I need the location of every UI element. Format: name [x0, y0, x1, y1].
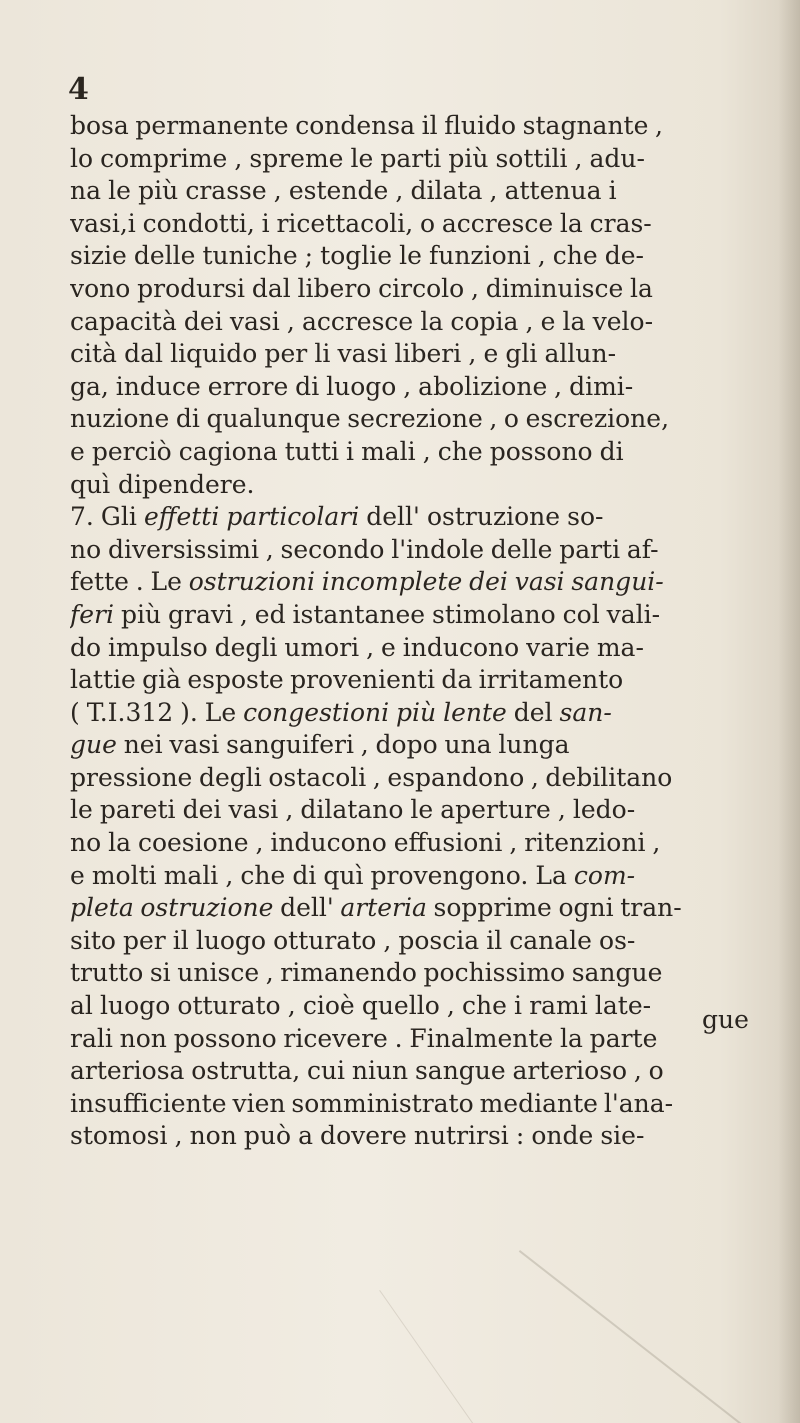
text-line	[70, 762, 790, 795]
text-line	[70, 892, 790, 925]
text-segment: del	[506, 697, 560, 727]
text-line	[70, 599, 790, 632]
text-line	[70, 371, 790, 404]
text-segment: trutto si unisce , rimanendo pochissimo sangue	[70, 958, 663, 988]
text-line	[70, 306, 790, 339]
text-line	[70, 1120, 790, 1153]
text-segment: ga, induce errore di luogo , abolizione , dimi-	[70, 371, 634, 401]
catchword: gue	[702, 1005, 749, 1034]
text-line	[70, 1088, 790, 1121]
text-line	[70, 1023, 790, 1056]
text-line	[70, 338, 790, 371]
text-line	[70, 827, 790, 860]
text-segment: dell' ostruzione so-	[359, 502, 604, 532]
text-line	[70, 110, 790, 143]
italic-text-segment: gue	[70, 730, 117, 760]
text-segment: vasi,i condotti, i ricettacoli, o accresce la cras-	[70, 208, 652, 238]
italic-text-segment: effetti particolari	[143, 502, 360, 532]
text-segment: arteriosa ostrutta, cui niun sangue arterioso , o	[70, 1056, 664, 1086]
italic-text-segment: san-	[559, 697, 612, 727]
text-segment: lo comprime , spreme le parti più sottili , adu-	[70, 143, 645, 173]
text-segment: 7. Gli	[70, 502, 144, 532]
text-segment: vono prodursi dal libero circolo , diminuisce la	[70, 273, 653, 303]
text-segment: capacità dei vasi , accresce la copia , e la velo-	[70, 306, 654, 336]
text-segment: sizie delle tuniche ; toglie le funzioni , che de-	[70, 241, 644, 271]
text-segment: quì dipendere.	[70, 469, 255, 499]
text-segment: bosa permanente condensa il fluido stagnante ,	[70, 111, 663, 140]
paper-crease-secondary	[379, 1290, 495, 1423]
text-segment: fette . Le	[70, 567, 189, 597]
text-segment: ( T.I.312 ). Le	[70, 697, 244, 727]
italic-text-segment: pleta ostruzione	[70, 893, 274, 923]
text-segment: dell'	[273, 893, 341, 923]
text-segment: al luogo otturato , cioè quello , che i rami late-	[70, 991, 652, 1021]
text-segment: sopprime ogni tran-	[426, 893, 682, 923]
text-line	[70, 273, 790, 306]
text-line	[70, 534, 790, 567]
text-line	[70, 436, 790, 469]
italic-text-segment: com-	[573, 860, 636, 890]
text-segment: nei vasi sanguiferi , dopo una lunga	[116, 730, 570, 760]
text-line	[70, 566, 790, 599]
text-line	[70, 794, 790, 827]
text-segment: le pareti dei vasi , dilatano le aperture , ledo-	[70, 795, 636, 825]
italic-text-segment: arteria	[340, 893, 427, 923]
text-segment: na le più crasse , estende , dilata , attenua i	[70, 176, 617, 206]
body-text	[70, 110, 790, 1153]
italic-text-segment: congestioni più lente	[243, 697, 507, 727]
text-line	[70, 469, 790, 502]
text-segment: pressione degli ostacoli , espandono , debilitano	[70, 762, 673, 792]
text-line	[70, 175, 790, 208]
text-segment: rali non possono ricevere . Finalmente la parte	[70, 1023, 658, 1053]
text-line	[70, 990, 790, 1023]
text-segment: nuzione di qualunque secrezione , o escrezione,	[70, 404, 670, 434]
text-segment: cità dal liquido per li vasi liberi , e gli allun-	[70, 339, 617, 369]
italic-text-segment: ostruzioni incomplete dei vasi sangui-	[188, 567, 664, 597]
text-line	[70, 957, 790, 990]
text-segment: insufficiente vien somministrato mediante l'ana-	[70, 1088, 674, 1118]
text-segment: no la coesione , inducono effusioni , ritenzioni ,	[70, 828, 661, 858]
italic-text-segment: feri	[70, 599, 114, 629]
text-line	[70, 501, 790, 534]
page-number: 4	[68, 72, 89, 107]
text-line	[70, 1055, 790, 1088]
text-line	[70, 664, 790, 697]
text-line	[70, 697, 790, 730]
text-line	[70, 632, 790, 665]
text-segment: stomosi , non può a dovere nutrirsi : onde sie-	[70, 1121, 645, 1151]
text-line	[70, 143, 790, 176]
text-segment: lattie già esposte provenienti da irritamento	[70, 665, 624, 695]
text-line	[70, 860, 790, 893]
text-line	[70, 729, 790, 762]
text-line	[70, 403, 790, 436]
text-segment: no diversissimi , secondo l'indole delle parti af-	[70, 534, 659, 564]
text-segment: sito per il luogo otturato , poscia il canale os-	[70, 925, 636, 955]
text-line	[70, 240, 790, 273]
text-segment: e perciò cagiona tutti i mali , che possono di	[70, 436, 624, 466]
text-line	[70, 925, 790, 958]
text-segment: e molti mali , che di quì provengono. La	[70, 860, 574, 890]
text-segment: do impulso degli umori , e inducono varie ma-	[70, 632, 644, 662]
paper-crease	[519, 1250, 757, 1423]
text-segment: più gravi , ed istantanee stimolano col vali-	[114, 599, 661, 629]
text-line	[70, 208, 790, 241]
